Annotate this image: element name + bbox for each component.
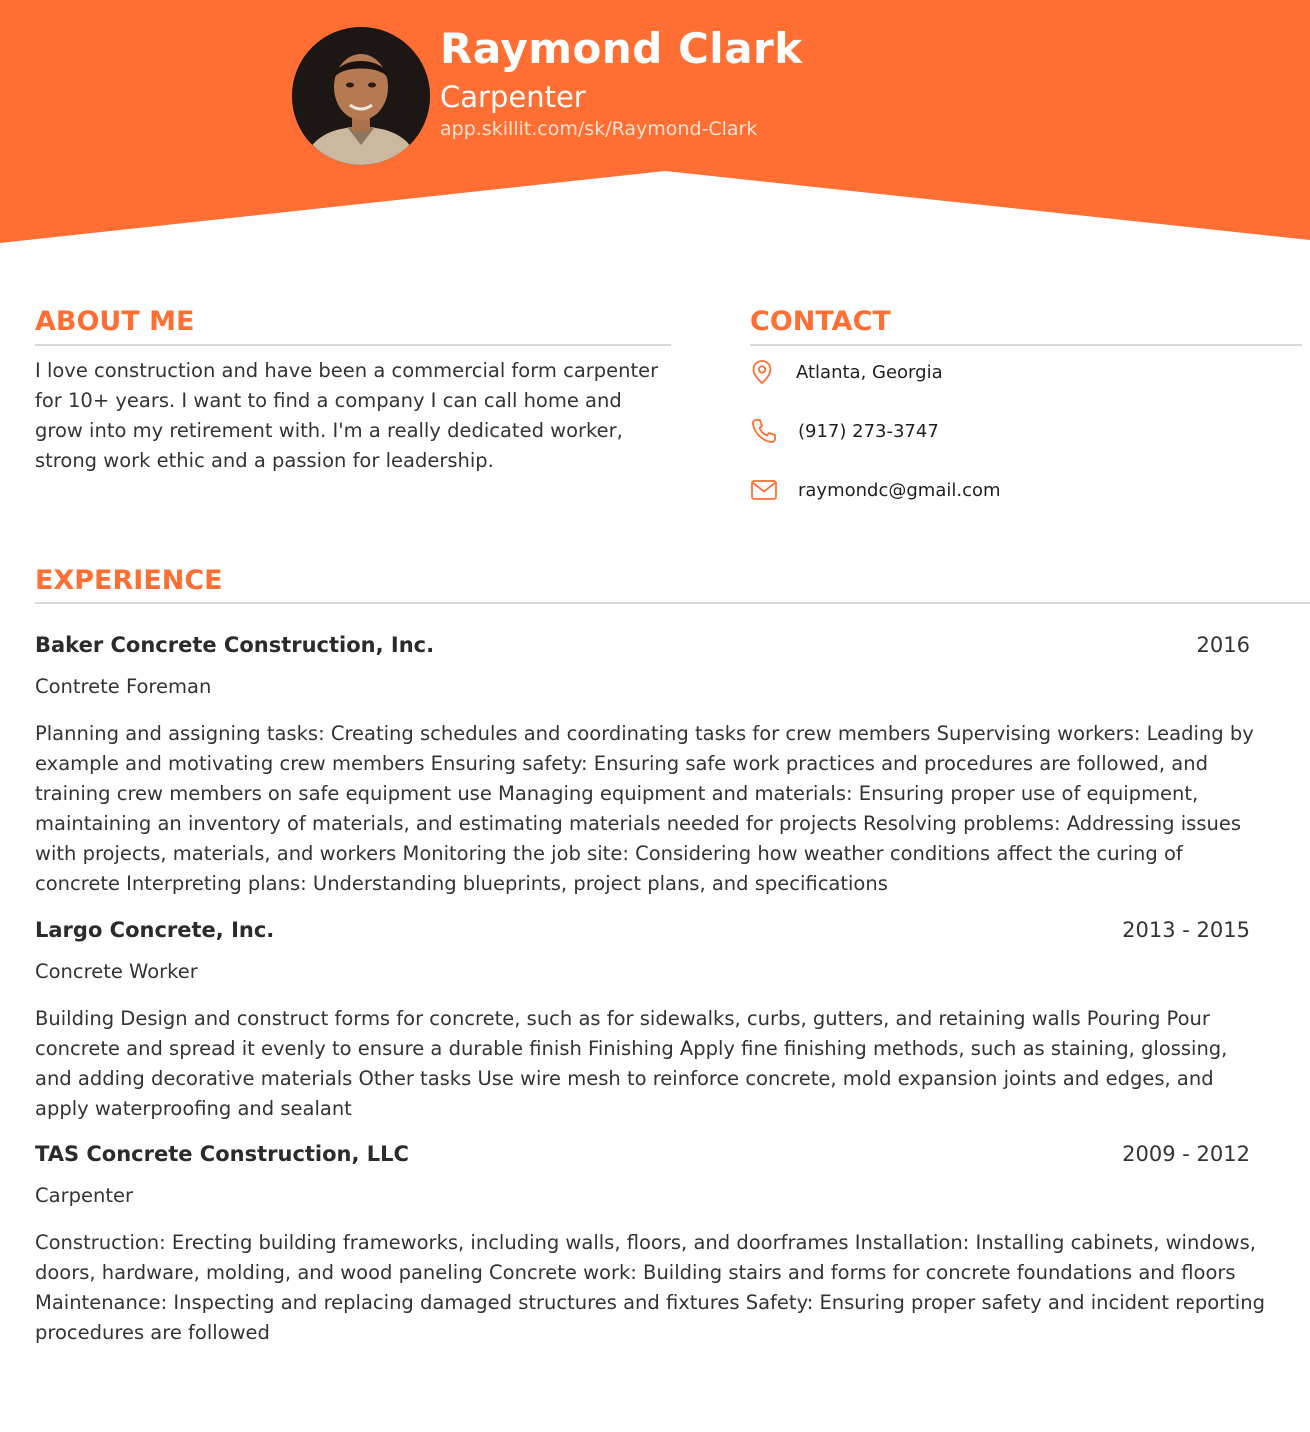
- phone-icon: [750, 417, 778, 445]
- contact-phone[interactable]: [750, 416, 939, 446]
- mail-icon: [750, 479, 778, 501]
- contact-email[interactable]: [750, 475, 1001, 505]
- job-company: Baker Concrete Construction, Inc.: [35, 633, 435, 657]
- job-role: Contrete Foreman: [35, 675, 212, 698]
- job-dates: 2009 - 2012: [1122, 1142, 1250, 1166]
- job-dates: 2016: [1196, 633, 1250, 657]
- phone-text: (917) 273-3747: [798, 420, 939, 442]
- contact-location: [750, 357, 943, 387]
- job-description: Building Design and construct forms for concrete, such as for sidewalks, curbs, gutters, and retaining walls Pouring Pour concrete and spread it evenly to ensure a durable finish Finishing Apply fine finishing methods, such as staining, glossing, and adding decorative materials Other tasks Use wire mesh to reinforce concrete, mold expansion joints and edges, and apply waterproofing and sealant: [35, 1007, 1228, 1120]
- contact-divider: [750, 344, 1302, 346]
- avatar: [292, 27, 430, 165]
- job-description: Construction: Erecting building frameworks, including walls, floors, and doorframes Installation: Installing cabinets, windows, doors, hardware, molding, and wood paneling Concrete work: Building stairs and forms for concrete foundations and floors Maintenance: Inspecting and replacing damaged structures and fixtures Safety: Ensuring proper safety and incident reporting procedures are followed: [35, 1231, 1265, 1344]
- contact-heading: CONTACT: [750, 306, 891, 337]
- experience-divider: [35, 602, 1310, 604]
- job-description: Planning and assigning tasks: Creating schedules and coordinating tasks for crew members Supervising workers: Leading by example and motivating crew members Ensuring safety: Ensuring safe work practices and procedures are followed, and training crew members on safe equipment use Managing equipment and materials: Ensuring proper use of equipment, maintaining an inventory of materials, and estimating materials needed for projects Resolving problems: Addressing issues with projects, materials, and workers Monitoring the job site: Considering how weather conditions affect the curing of concrete Interpreting plans: Understanding blueprints, project plans, and specifications: [35, 722, 1254, 895]
- job-company: Largo Concrete, Inc.: [35, 918, 275, 942]
- email-text: raymondc@gmail.com: [798, 479, 1001, 501]
- job-role: Carpenter: [35, 1184, 133, 1207]
- location-pin-icon: [750, 359, 774, 385]
- location-text: Atlanta, Georgia: [796, 361, 943, 383]
- experience-heading: EXPERIENCE: [35, 565, 223, 596]
- job-dates: 2013 - 2015: [1122, 918, 1250, 942]
- job-company: TAS Concrete Construction, LLC: [35, 1142, 409, 1166]
- about-heading: ABOUT ME: [35, 306, 195, 337]
- about-divider: [35, 344, 671, 346]
- profile-url[interactable]: app.skillit.com/sk/Raymond-Clark: [440, 118, 758, 140]
- candidate-title: Carpenter: [440, 80, 586, 114]
- candidate-name: Raymond Clark: [440, 24, 803, 73]
- about-text: I love construction and have been a commercial form carpenter for 10+ years. I want to find a company I can call home and grow into my retirement with. I'm a really dedicated worker, strong work ethic and a passion for leadership.: [35, 359, 659, 472]
- job-role: Concrete Worker: [35, 960, 198, 983]
